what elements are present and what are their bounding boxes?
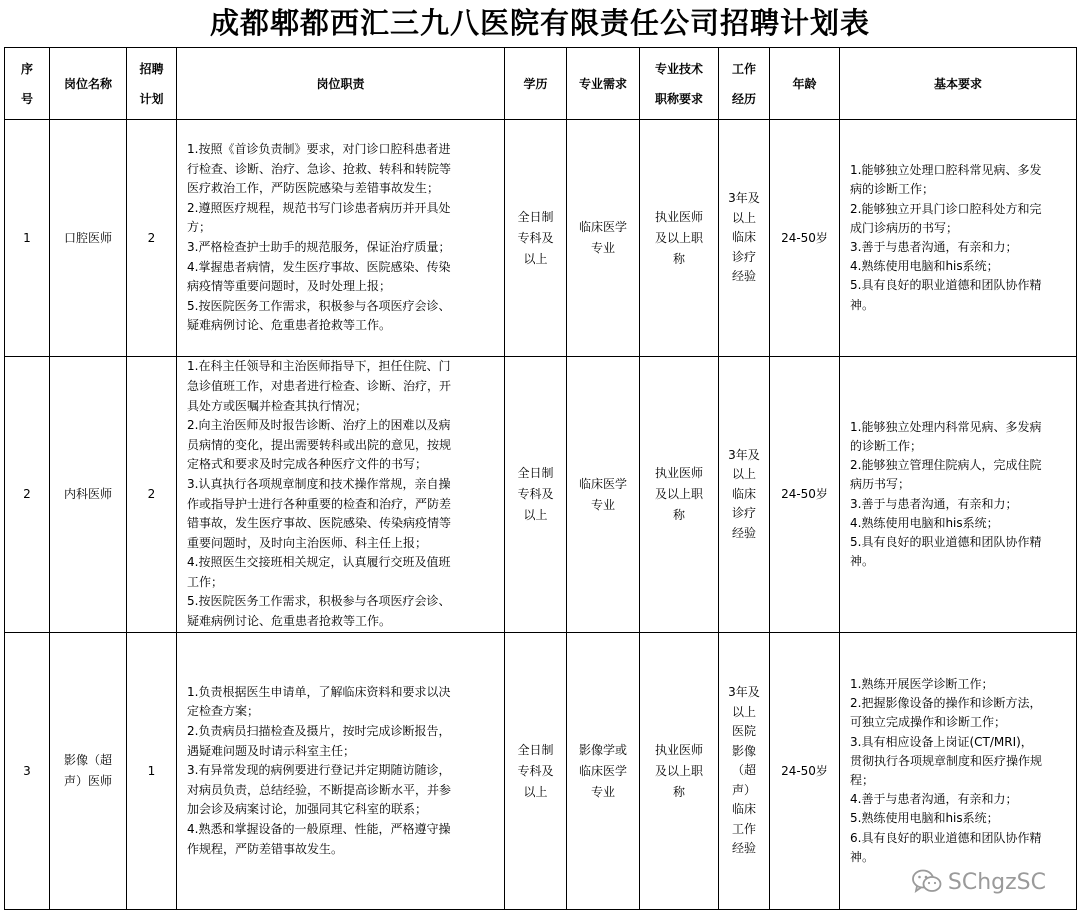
text-line: 4.熟练使用电脑和his系统； [850,259,999,274]
text-line: 对病员负责，总结经验，不断提高诊断水平，并参 [187,782,452,797]
text-line: 医院 [731,724,756,739]
text-line: 4.熟练使用电脑和his系统； [850,515,999,530]
header-age: 年龄 [770,48,840,120]
text-line: 以上 [731,467,756,482]
text-line: 内科医师 [63,487,112,501]
text-line: 专业 [590,784,615,799]
text-line: 全日制 [517,742,554,757]
text-line: 遇疑难问题及时请示科室主任； [187,743,356,758]
basic-requirements [840,120,1077,357]
watermark [912,869,1046,895]
text-line: 疑难病例讨论、危重患者抢救等工作。 [187,318,392,333]
row-number: 2 [5,357,50,633]
header-basic-requirements: 基本要求 [840,48,1077,120]
text-line: 全日制 [517,466,554,480]
text-line: 影像学或 [578,742,627,757]
text-line: 以上 [523,251,548,266]
text-line: 方； [187,220,212,235]
watermark-text: SChgzSC [947,869,1046,895]
basic-requirements [840,357,1077,633]
text-line: 3.有异常发现的病例要进行登记并定期随访随诊， [187,763,451,778]
text-line: 病历书写； [850,477,911,492]
table-row [5,633,1077,910]
major-requirement [567,120,640,357]
text-line: 经验 [731,841,756,856]
text-line: 2.向主治医师及时报告诊断、治疗上的困难以及病 [187,418,451,433]
text-line: 加会诊及病案讨论，加强同其它科室的联系； [187,802,428,817]
age-range: 24-50岁 [770,120,840,357]
text-line: 称 [672,508,685,522]
text-line: 5.具有良好的职业道德和团队协作精 [850,278,1042,293]
text-line: 称 [672,784,685,799]
title-requirement [640,120,719,357]
title-requirement [640,357,719,633]
age-range: 24-50岁 [770,633,840,910]
title-requirement [640,633,719,910]
text-line: 专业 [590,241,615,255]
text-line: 5.按医院医务工作需求，积极参与各项医疗会诊、 [187,594,451,609]
text-line: 影像（超 [63,753,112,767]
major-requirement [567,357,640,633]
text-line: 诊疗 [731,506,756,521]
text-line: 1.在科主任领导和主治医师指导下，担任住院、门 [187,359,451,374]
text-line: 全日制 [517,209,554,224]
text-line: 以上 [731,210,756,225]
position-name [50,120,127,357]
row-number: 1 [5,120,50,357]
job-duties [177,357,505,633]
text-line: 神。 [850,297,875,312]
text-line: 执业医师 [654,466,703,480]
text-line: 3.认真执行各项规章制度和技术操作常规，亲自操 [187,476,451,491]
text-line: 4.掌握患者病情，发生医疗事故、医院感染、传染 [187,259,451,274]
text-line: 以上 [523,508,548,522]
text-line: 临床医学 [578,763,627,778]
text-line: 经验 [731,525,756,540]
text-line: 经验 [731,269,756,284]
text-line: 神。 [850,554,875,569]
text-line: 3.善于与患者沟通，有亲和力； [850,496,1018,511]
text-line: 1.能够独立处理口腔科常见病、多发 [850,163,1042,178]
education [505,357,567,633]
header-education: 学历 [505,48,567,120]
text-line: 临床 [731,230,756,245]
job-duties [177,120,505,357]
text-line: 行检查、诊断、治疗、急诊、抢救、转科和转院等 [187,161,452,176]
age-range: 24-50岁 [770,357,840,633]
text-line: 称 [672,251,685,266]
text-line: 招聘 [139,61,164,76]
text-line: 5.按医院医务工作需求，积极参与各项医疗会诊、 [187,298,451,313]
text-line: 经历 [731,91,756,106]
text-line: （超 [731,763,756,778]
text-line: 2.能够独立开具门诊口腔科处方和完 [850,201,1042,216]
text-line: 计划 [139,91,164,106]
text-line: 4.熟悉和掌握设备的一般原理、性能，严格遵守操 [187,821,451,836]
text-line: 及以上职 [654,763,703,778]
text-line: 执业医师 [654,742,703,757]
text-line: 定检查方案； [187,704,260,719]
text-line: 2.负责病员扫描检查及摄片，按时完成诊断报告， [187,724,451,739]
text-line: 5.熟练使用电脑和his系统； [850,811,999,826]
text-line: 口腔医师 [63,230,112,245]
text-line: 专业 [590,497,615,512]
text-line: 可独立完成操作和诊断工作； [850,715,1007,730]
education [505,633,567,910]
text-line: 及以上职 [654,487,703,501]
text-line: 员病情的变化，提出需要转科或出院的意见，按规 [187,437,452,452]
header-plan [127,48,177,120]
text-line: 号 [20,91,33,106]
text-line: 3年及 [728,447,760,462]
text-line: 定格式和要求及时完成各种医疗文件的书写； [187,457,428,472]
text-line: 专科及 [517,487,554,501]
major-requirement [567,633,640,910]
wechat-icon [912,869,942,895]
text-line: 急诊值班工作，对患者进行检查、诊断、治疗，开 [187,378,452,393]
text-line: 重要问题时，及时向主治医师、科主任上报； [187,535,428,550]
table-row [5,120,1077,357]
text-line: 3.具有相应设备上岗证(CT/MRI)， [850,734,1033,749]
text-line: 疑难病例讨论、危重患者抢救等工作。 [187,614,392,629]
text-line: 及以上职 [654,230,703,245]
text-line: 3年及 [728,191,760,206]
text-line: 4.善于与患者沟通，有亲和力； [850,792,1018,807]
text-line: 工作 [731,821,756,836]
text-line: 成门诊病历的书写； [850,220,959,235]
position-name [50,357,127,633]
plan-count: 1 [127,633,177,910]
row-number: 3 [5,633,50,910]
text-line: 临床 [731,802,756,817]
text-line: 专业技术 [654,61,703,76]
text-line: 执业医师 [654,209,703,224]
text-line: 作规程，严防差错事故发生。 [187,841,344,856]
header-row [5,48,1077,120]
text-line: 3.严格检查护士助手的规范服务，保证治疗质量； [187,240,451,254]
header-duties: 岗位职责 [177,48,505,120]
text-line: 作或指导护士进行各种重要的检查和治疗，严防差 [187,496,452,511]
text-line: 程； [850,773,875,787]
education [505,120,567,357]
text-line: 专科及 [517,763,554,778]
text-line: 具处方或医嘱并检查其执行情况； [187,398,368,413]
text-line: 序 [20,61,33,76]
text-line: 工作 [731,61,756,76]
text-line: 错事故，发生医疗事故、医院感染、传染病疫情等 [187,516,452,531]
text-line: 临床医学 [578,476,627,491]
work-experience [719,357,770,633]
text-line: 3年及 [728,685,760,700]
text-line: 声） [731,782,756,797]
header-position: 岗位名称 [50,48,127,120]
text-line: 2.能够独立管理住院病人，完成住院 [850,458,1042,473]
work-experience [719,120,770,357]
page-title: 成都郫都西汇三九八医院有限责任公司招聘计划表 [209,6,870,40]
text-line: 以上 [731,704,756,719]
header-major: 专业需求 [567,48,640,120]
basic-requirements [840,633,1077,910]
text-line: 3.善于与患者沟通，有亲和力； [850,240,1018,254]
text-line: 诊疗 [731,249,756,264]
text-line: 病疫情等重要问题时，及时处理上报； [187,279,392,294]
text-line: 声）医师 [63,774,112,788]
text-line: 以上 [523,784,548,799]
header-no [5,48,50,120]
text-line: 2.遵照医疗规程，规范书写门诊患者病历并开具处 [187,200,451,215]
text-line: 1.按照《首诊负责制》要求，对门诊口腔科患者进 [187,142,451,157]
text-line: 5.具有良好的职业道德和团队协作精 [850,534,1042,549]
recruitment-plan-table [4,47,1077,910]
plan-count: 2 [127,357,177,633]
text-line: 工作； [187,574,224,589]
header-title-requirement [640,48,719,120]
text-line: 临床医学 [578,220,627,234]
text-line: 医疗救治工作，严防医院感染与差错事故发生； [187,181,440,196]
work-experience [719,633,770,910]
text-line: 病的诊断工作； [850,182,935,197]
position-name [50,633,127,910]
text-line: 影像 [731,743,756,758]
text-line: 1.负责根据医生申请单，了解临床资料和要求以决 [187,684,451,699]
table-row [5,357,1077,633]
header-experience [719,48,770,120]
text-line: 临床 [731,486,756,501]
text-line: 6.具有良好的职业道德和团队协作精 [850,830,1042,845]
job-duties [177,633,505,910]
plan-count: 2 [127,120,177,357]
text-line: 神。 [850,849,875,864]
text-line: 贯彻执行各项规章制度和医疗操作规 [850,753,1043,768]
text-line: 2.把握影像设备的操作和诊断方法， [850,696,1042,711]
text-line: 的诊断工作； [850,438,923,453]
text-line: 专科及 [517,230,554,245]
text-line: 职称要求 [654,91,703,106]
text-line: 4.按照医生交接班相关规定，认真履行交班及值班 [187,555,451,570]
text-line: 1.熟练开展医学诊断工作； [850,676,994,691]
text-line: 1.能够独立处理内科常见病、多发病 [850,419,1042,434]
